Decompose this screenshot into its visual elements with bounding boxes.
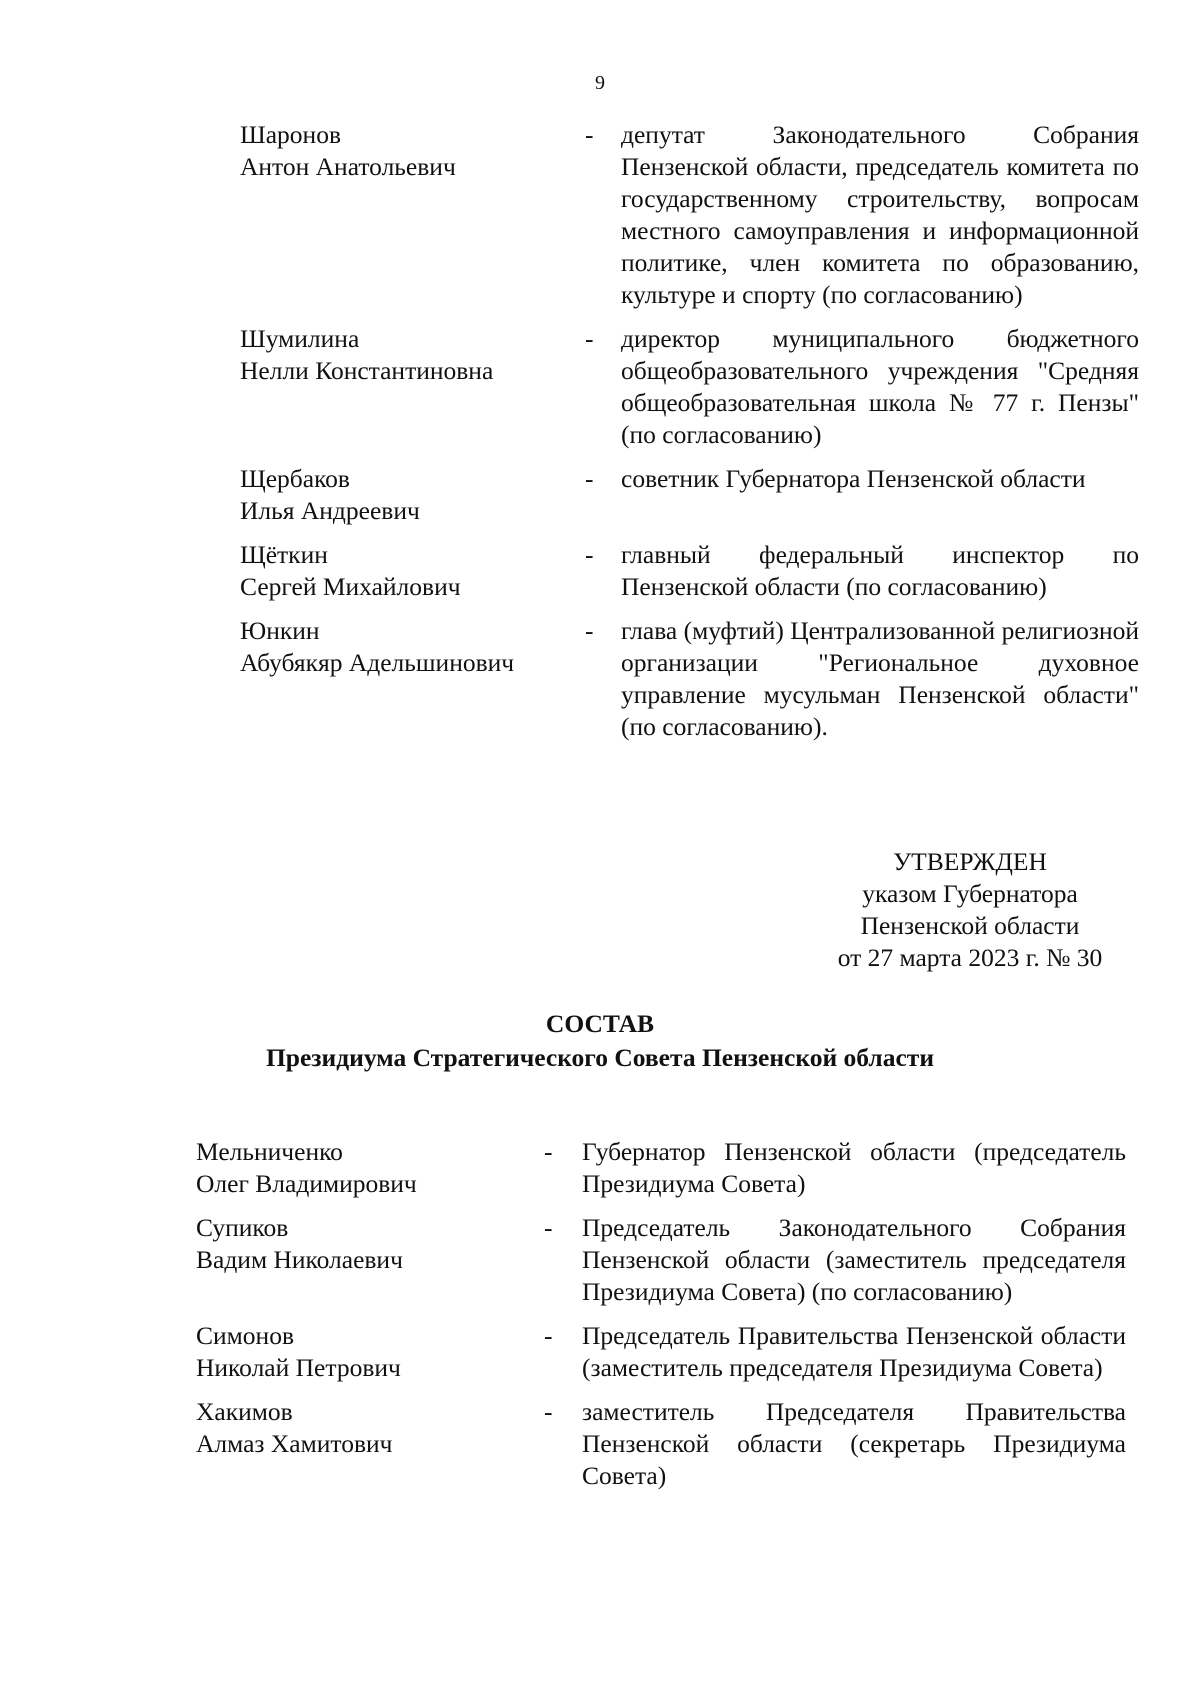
member-dash: - (585, 324, 594, 353)
member-surname: Шаронов (240, 120, 341, 149)
member-surname: Хакимов (196, 1397, 293, 1426)
member-position: Председатель Законодательного Собрания Пензенской области (заместитель председателя Президиума Совета) (по согласованию) (582, 1213, 1126, 1306)
member-position: директор муниципального бюджетного общеобразовательного учреждения "Средняя общеобразовательная школа № 77 г. Пензы" (по согласованию) (621, 324, 1139, 449)
member-given-names: Сергей Михайлович (240, 572, 461, 601)
member-name (240, 119, 585, 183)
member-position: Председатель Правительства Пензенской области (заместитель председателя Президиума Совета) (582, 1321, 1126, 1382)
member-name (196, 1212, 544, 1276)
member-surname: Щербаков (240, 464, 350, 493)
member-surname: Щёткин (240, 540, 328, 569)
member-name (196, 1396, 544, 1460)
member-position: Губернатор Пензенской области (председатель Президиума Совета) (582, 1137, 1126, 1198)
member-row (240, 323, 1140, 451)
member-name (240, 539, 585, 603)
member-dash: - (544, 1397, 553, 1426)
member-name (240, 323, 585, 387)
member-row (196, 1212, 1126, 1308)
member-given-names: Абубякяр Адельшинович (240, 648, 515, 677)
member-given-names: Николай Петрович (196, 1353, 401, 1382)
member-given-names: Вадим Николаевич (196, 1245, 403, 1274)
member-dash: - (585, 616, 594, 645)
member-row (240, 463, 1140, 527)
member-surname: Супиков (196, 1213, 289, 1242)
member-given-names: Илья Андреевич (240, 496, 420, 525)
member-dash: - (544, 1213, 553, 1242)
member-row (240, 539, 1140, 603)
member-name (240, 463, 585, 527)
document-heading (0, 1007, 1200, 1075)
member-position: заместитель Председателя Правительства Пензенской области (секретарь Президиума Совета) (582, 1397, 1126, 1490)
approval-stamp-block (790, 846, 1150, 974)
member-position: советник Губернатора Пензенской области (621, 464, 1086, 493)
member-given-names: Антон Анатольевич (240, 152, 456, 181)
member-dash: - (585, 120, 594, 149)
approval-decree: указом Губернатора (862, 879, 1078, 908)
heading-title: СОСТАВ (545, 1009, 655, 1038)
members-list-presidium (196, 1136, 1126, 1492)
member-dash: - (585, 540, 594, 569)
member-given-names: Алмаз Хамитович (196, 1429, 393, 1458)
member-row (196, 1396, 1126, 1492)
member-surname: Симонов (196, 1321, 294, 1350)
member-dash: - (544, 1137, 553, 1166)
members-list-council (240, 119, 1140, 743)
approval-region: Пензенской области (860, 911, 1080, 940)
member-surname: Юнкин (240, 616, 320, 645)
approval-date-number: от 27 марта 2023 г. № 30 (837, 943, 1103, 972)
approval-title: УТВЕРЖДЕН (893, 847, 1047, 876)
member-given-names: Олег Владимирович (196, 1169, 417, 1198)
member-position: главный федеральный инспектор по Пензенской области (по согласованию) (621, 540, 1139, 601)
member-row (240, 119, 1140, 311)
member-position: депутат Законодательного Собрания Пензенской области, председатель комитета по государственному строительству, вопросам местного самоуправления и информационной политике, член комитета по образованию, культуре и спорту (по согласованию) (621, 120, 1139, 309)
member-dash: - (585, 464, 594, 493)
page-number: 9 (595, 72, 605, 94)
member-dash: - (544, 1321, 553, 1350)
member-given-names: Нелли Константиновна (240, 356, 494, 385)
member-position: глава (муфтий) Централизованной религиозной организации "Региональное духовное управление мусульман Пензенской области" (по согласованию). (621, 616, 1139, 741)
member-name (240, 615, 585, 679)
member-name (196, 1320, 544, 1384)
member-name (196, 1136, 544, 1200)
member-surname: Мельниченко (196, 1137, 343, 1166)
member-row (240, 615, 1140, 743)
member-row (196, 1320, 1126, 1384)
heading-subtitle: Президиума Стратегического Совета Пензенской области (265, 1043, 935, 1072)
member-surname: Шумилина (240, 324, 360, 353)
member-row (196, 1136, 1126, 1200)
